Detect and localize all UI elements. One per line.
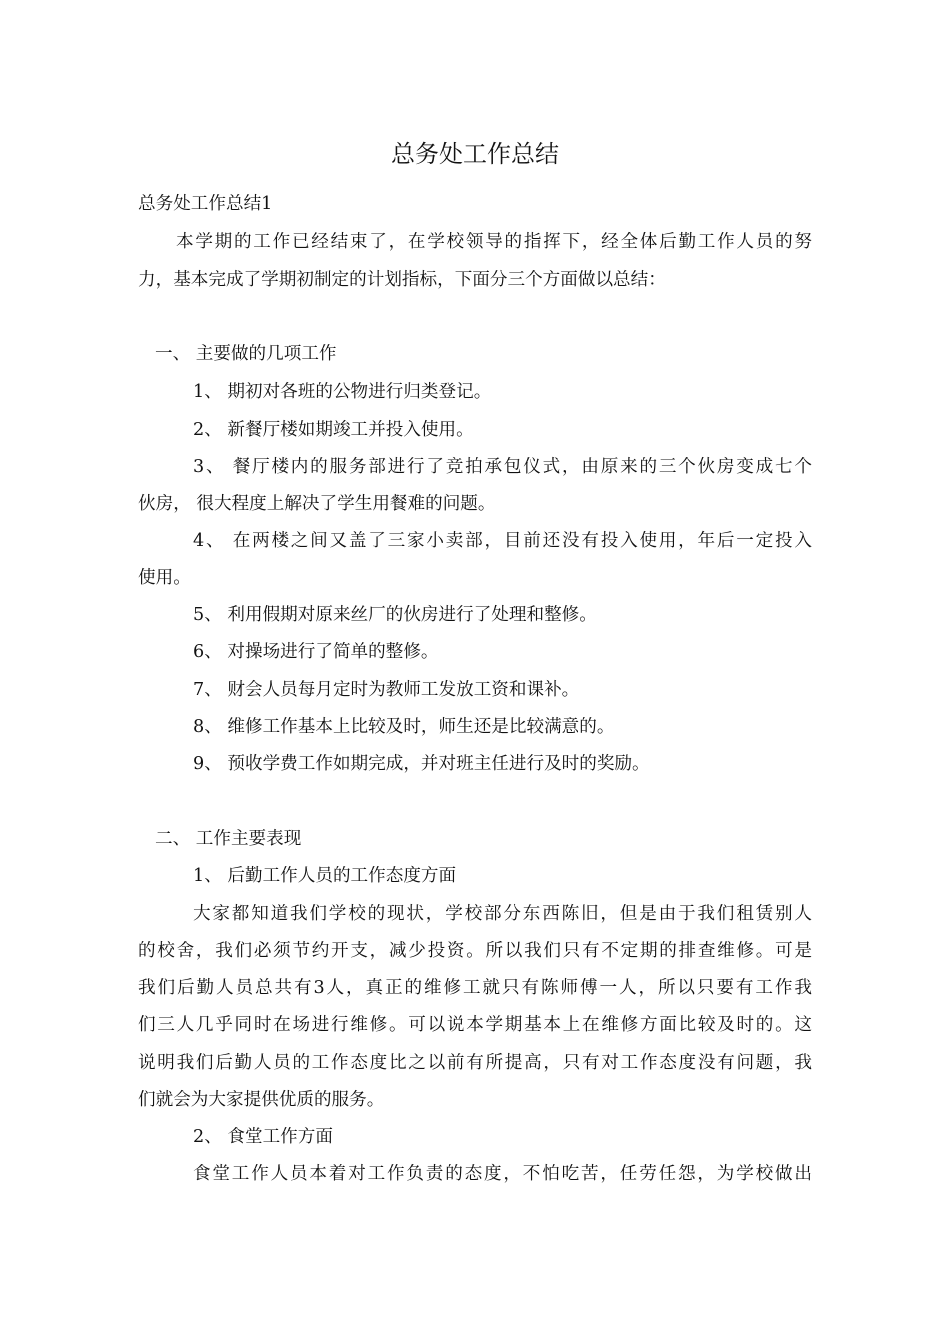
paragraph-1-line-5: 说明我们后勤人员的工作态度比之以前有所提高，只有对工作态度没有问题，我	[138, 1053, 812, 1073]
paragraph-1-line-3: 我们后勤人员总共有3人，真正的维修工就只有陈师傅一人，所以只要有工作我	[138, 978, 812, 998]
paragraph-2-line-1: 食堂工作人员本着对工作负责的态度，不怕吃苦，任劳任怨，为学校做出	[193, 1164, 812, 1184]
list-item-4-cont: 使用。	[138, 568, 191, 588]
paragraph-1-line-6: 们就会为大家提供优质的服务。	[138, 1090, 385, 1110]
list-item-3-cont: 伙房， 很大程度上解决了学生用餐难的问题。	[138, 494, 496, 514]
list-item-6: 6、 对操场进行了简单的整修。	[193, 642, 439, 662]
list-item-9: 9、 预收学费工作如期完成，并对班主任进行及时的奖励。	[193, 754, 650, 774]
list-item-8: 8、 维修工作基本上比较及时，师生还是比较满意的。	[193, 717, 615, 737]
subheading-1: 1、 后勤工作人员的工作态度方面	[193, 866, 457, 886]
intro-line-1: 本学期的工作已经结束了，在学校领导的指挥下，经全体后勤工作人员的努	[176, 232, 812, 252]
intro-line-2: 力，基本完成了学期初制定的计划指标，下面分三个方面做以总结：	[138, 270, 666, 290]
list-item-4: 4、 在两楼之间又盖了三家小卖部，目前还没有投入使用，年后一定投入	[193, 531, 812, 551]
subtitle: 总务处工作总结1	[138, 194, 273, 214]
section-heading-2: 二、 工作主要表现	[155, 829, 302, 849]
paragraph-1-line-2: 的校舍，我们必须节约开支，减少投资。所以我们只有不定期的排查维修。可是	[138, 941, 812, 961]
section-heading-1: 一、 主要做的几项工作	[155, 344, 337, 364]
list-item-3: 3、 餐厅楼内的服务部进行了竞拍承包仪式，由原来的三个伙房变成七个	[193, 457, 812, 477]
list-item-5: 5、 利用假期对原来丝厂的伙房进行了处理和整修。	[193, 605, 597, 625]
list-item-2: 2、 新餐厅楼如期竣工并投入使用。	[193, 420, 474, 440]
subheading-2: 2、 食堂工作方面	[193, 1127, 333, 1147]
document-title: 总务处工作总结	[391, 140, 559, 168]
paragraph-1-line-4: 们三人几乎同时在场进行维修。可以说本学期基本上在维修方面比较及时的。这	[138, 1015, 812, 1035]
list-item-1: 1、 期初对各班的公物进行归类登记。	[193, 382, 492, 402]
list-item-7: 7、 财会人员每月定时为教师工发放工资和课补。	[193, 680, 580, 700]
paragraph-1-line-1: 大家都知道我们学校的现状，学校部分东西陈旧，但是由于我们租赁别人	[193, 904, 812, 924]
